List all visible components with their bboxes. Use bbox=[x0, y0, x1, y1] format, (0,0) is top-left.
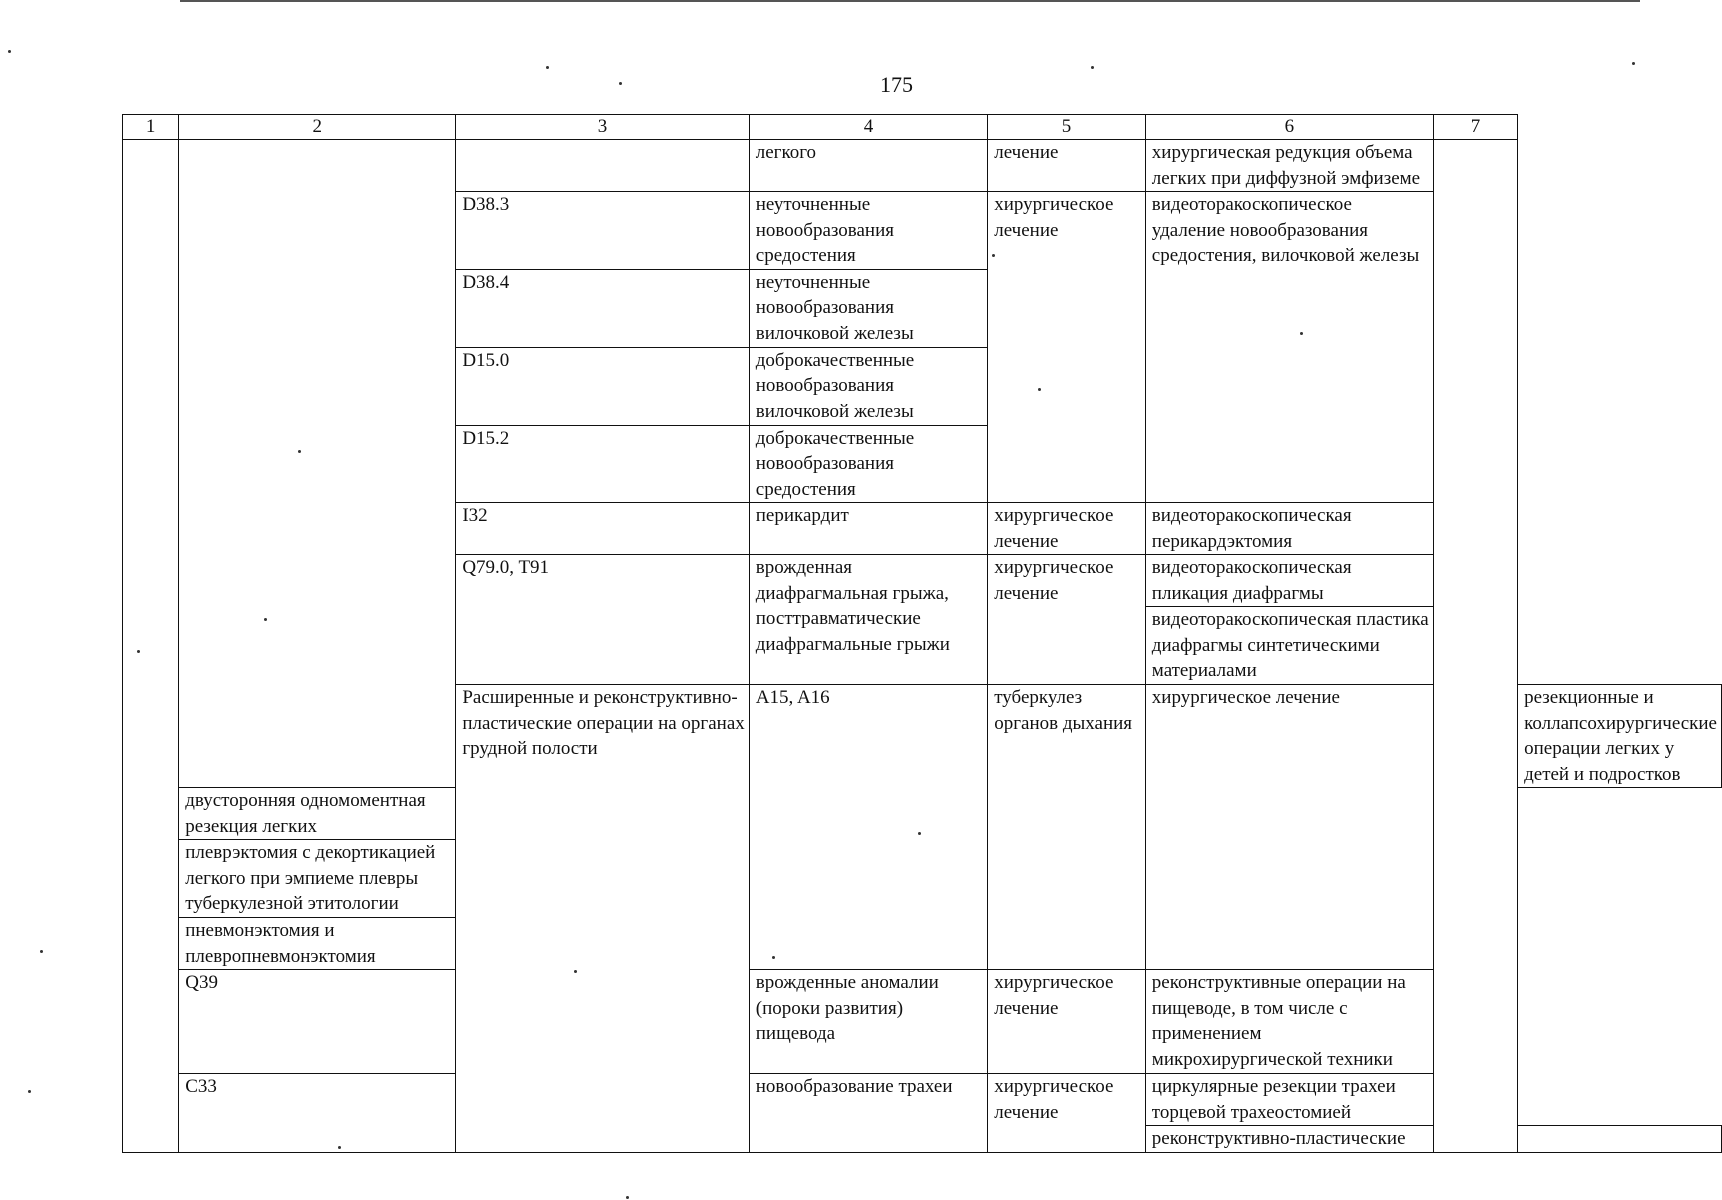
section-title-line: пластические операции на органах bbox=[462, 712, 745, 734]
method-cell: пневмонэктомия и плевропневмонэктомия bbox=[179, 918, 456, 970]
procedures-table bbox=[122, 114, 1722, 1153]
method-cell: видеоторакоскопическое удаление новообразования средостения, вилочковой железы bbox=[1145, 192, 1433, 503]
table-row bbox=[123, 140, 1722, 192]
scan-speck bbox=[40, 950, 43, 953]
method-cell: резекционные и коллапсохирургические операции легких у детей и подростков bbox=[1518, 685, 1722, 788]
treatment-type-cell: хирургическое лечение bbox=[988, 192, 1146, 503]
icd-code-cell: Q39 bbox=[179, 970, 456, 1074]
scan-speck bbox=[772, 956, 775, 959]
method-cell: видеоторакоскопическая пликация диафрагмы bbox=[1145, 555, 1433, 607]
column-header: 5 bbox=[988, 115, 1146, 140]
treatment-type-cell: хирургическое лечение bbox=[988, 1074, 1146, 1153]
scan-speck bbox=[992, 254, 995, 257]
scan-speck bbox=[1632, 62, 1635, 65]
scan-speck bbox=[1091, 66, 1094, 69]
scan-speck bbox=[546, 66, 549, 69]
icd-code-cell: D15.0 bbox=[456, 347, 749, 425]
diagnosis-cell: врожденная диафрагмальная грыжа, посттравматические диафрагмальные грыжи bbox=[749, 555, 987, 685]
icd-code-cell: D15.2 bbox=[456, 425, 749, 503]
scan-speck bbox=[298, 450, 301, 453]
col7-cell bbox=[1518, 1126, 1722, 1153]
section-title-line: Расширенные и реконструктивно- bbox=[462, 687, 738, 708]
method-cell: реконструктивные операции на пищеводе, в том числе с применением микрохирургической техники bbox=[1145, 970, 1433, 1074]
section-title-line: грудной полости bbox=[462, 738, 598, 759]
column-header: 4 bbox=[749, 115, 987, 140]
diagnosis-cell: легкого bbox=[749, 140, 987, 192]
diagnosis-cell: неуточненные новообразования вилочковой железы bbox=[749, 269, 987, 347]
treatment-type-cell: хирургическое лечение bbox=[988, 503, 1146, 555]
method-cell: хирургическая редукция объема легких при диффузной эмфиземе bbox=[1145, 140, 1433, 192]
icd-code-cell: A15, A16 bbox=[749, 685, 987, 970]
diagnosis-cell: перикардит bbox=[749, 503, 987, 555]
method-cell: циркулярные резекции трахеи торцевой трахеостомией bbox=[1145, 1074, 1433, 1126]
icd-code-cell: D38.3 bbox=[456, 192, 749, 270]
column-header: 1 bbox=[123, 115, 179, 140]
scan-speck bbox=[338, 1146, 341, 1149]
section-title-cell bbox=[456, 685, 749, 1153]
diagnosis-cell: доброкачественные новообразования вилочковой железы bbox=[749, 347, 987, 425]
table-header-row bbox=[123, 115, 1722, 140]
method-cell: плеврэктомия с декортикацией легкого при эмпиеме плевры туберкулезной этитологии bbox=[179, 840, 456, 918]
icd-code-cell: D38.4 bbox=[456, 269, 749, 347]
icd-code-cell: I32 bbox=[456, 503, 749, 555]
scan-edge-line bbox=[180, 0, 1640, 2]
icd-code-cell: C33 bbox=[179, 1074, 456, 1153]
column-header: 2 bbox=[179, 115, 456, 140]
treatment-type-cell: хирургическое лечение bbox=[988, 970, 1146, 1074]
col7-cell bbox=[1433, 140, 1517, 1153]
diagnosis-cell: новообразование трахеи bbox=[749, 1074, 987, 1153]
scan-speck bbox=[28, 1090, 31, 1093]
diagnosis-cell: неуточненные новообразования средостения bbox=[749, 192, 987, 270]
scan-speck bbox=[137, 650, 140, 653]
scan-speck bbox=[264, 618, 267, 621]
scan-speck bbox=[574, 970, 577, 973]
diagnosis-cell: туберкулез органов дыхания bbox=[988, 685, 1146, 970]
column-header: 6 bbox=[1145, 115, 1433, 140]
method-cell: видеоторакоскопическая перикардэктомия bbox=[1145, 503, 1433, 555]
scan-speck bbox=[918, 832, 921, 835]
column-header: 7 bbox=[1433, 115, 1517, 140]
method-cell: реконструктивно-пластические bbox=[1145, 1126, 1433, 1153]
icd-code-cell bbox=[456, 140, 749, 192]
treatment-type-cell: хирургическое лечение bbox=[988, 555, 1146, 685]
column-header: 3 bbox=[456, 115, 749, 140]
diagnosis-cell: врожденные аномалии (пороки развития) пищевода bbox=[749, 970, 987, 1074]
scan-speck bbox=[1300, 332, 1303, 335]
scan-speck bbox=[1038, 388, 1041, 391]
col2-cell bbox=[179, 140, 456, 788]
scan-speck bbox=[619, 82, 622, 85]
col1-cell bbox=[123, 140, 179, 1153]
scan-speck bbox=[626, 1196, 629, 1199]
treatment-type-cell: хирургическое лечение bbox=[1145, 685, 1433, 970]
method-cell: двусторонняя одномоментная резекция легких bbox=[179, 788, 456, 840]
scan-speck bbox=[8, 50, 11, 53]
diagnosis-cell: доброкачественные новообразования средостения bbox=[749, 425, 987, 503]
icd-code-cell: Q79.0, T91 bbox=[456, 555, 749, 685]
page-number: 175 bbox=[880, 72, 913, 97]
method-cell: видеоторакоскопическая пластика диафрагмы синтетическими материалами bbox=[1145, 607, 1433, 685]
treatment-type-cell: лечение bbox=[988, 140, 1146, 192]
